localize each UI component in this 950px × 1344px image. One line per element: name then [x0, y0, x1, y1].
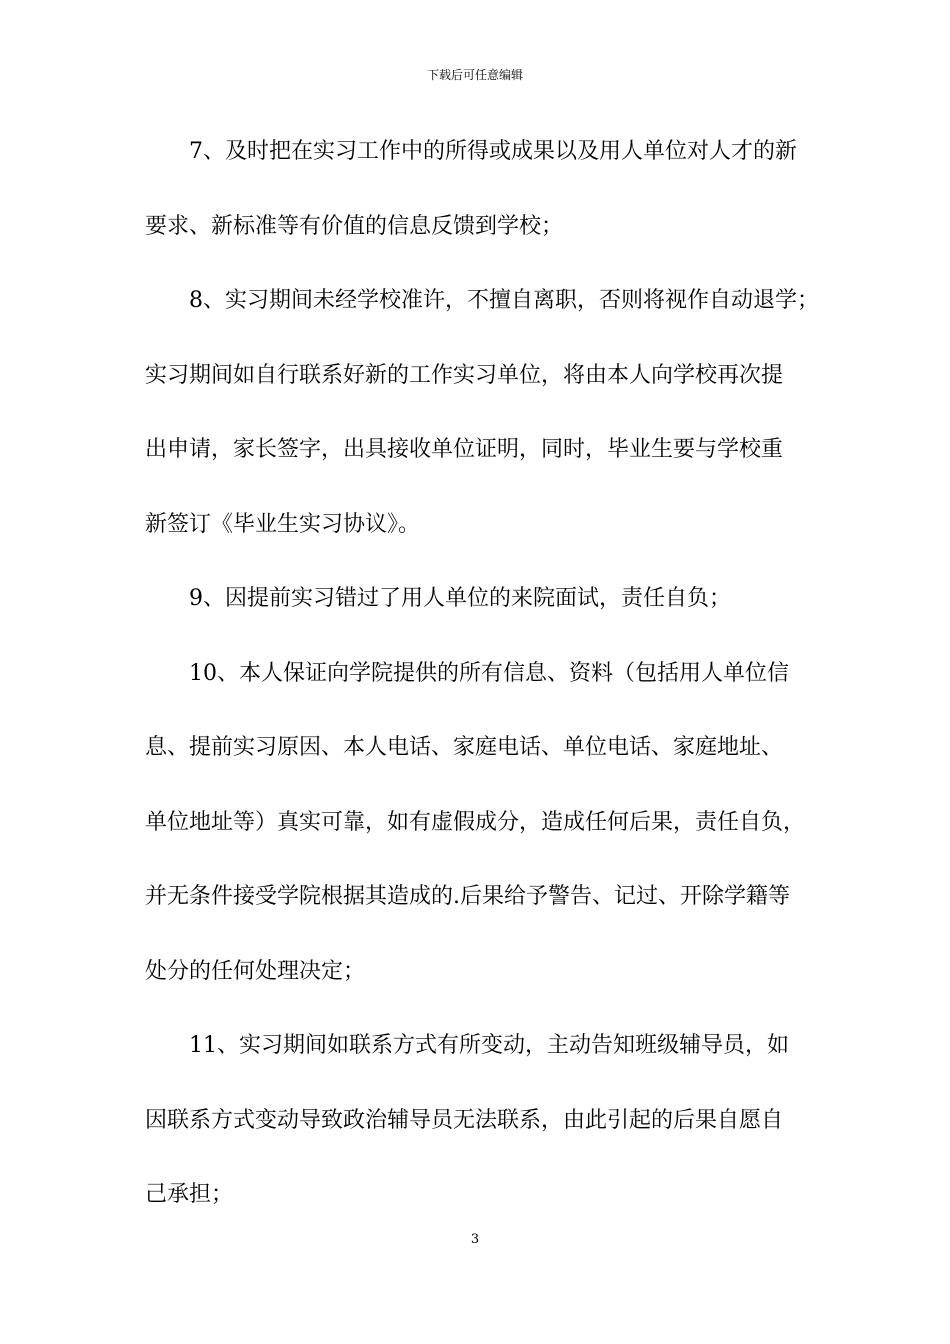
paragraph-line: 8、实习期间未经学校准许，不擅自离职，否则将视作自动退学；: [189, 288, 819, 313]
paragraph-line: 出申请，家长签字，出具接收单位证明，同时，毕业生要与学校重: [145, 437, 784, 462]
page-number: 3: [470, 1232, 480, 1247]
paragraph-line: 处分的任何处理决定；: [145, 959, 366, 984]
paragraph-line: 9、因提前实习错过了用人单位的来院面试，责任自负；: [189, 586, 731, 611]
paragraph-line: 7、及时把在实习工作中的所得或成果以及用人单位对人才的新: [189, 139, 797, 164]
paragraph-line: 息、提前实习原因、本人电话、家庭电话、单位电话、家庭地址、: [145, 735, 784, 760]
paragraph-line: 实习期间如自行联系好新的工作实习单位，将由本人向学校再次提: [145, 363, 784, 388]
paragraph-line: 并无条件接受学院根据其造成的.后果给予警告、记过、开除学籍等: [145, 884, 790, 909]
paragraph-line: 己承担；: [145, 1182, 234, 1207]
paragraph-line: 单位地址等）真实可靠，如有虚假成分，造成任何后果，责任自负，: [145, 810, 806, 835]
paragraph-line: 10、本人保证向学院提供的所有信息、资料（包括用人单位信: [189, 661, 789, 686]
page-header: 下载后可任意编辑: [426, 68, 523, 82]
paragraph-line: 要求、新标准等有价值的信息反馈到学校；: [145, 214, 564, 239]
paragraph-line: 因联系方式变动导致政治辅导员无法联系，由此引起的后果自愿自: [145, 1108, 784, 1133]
paragraph-line: 11、实习期间如联系方式有所变动，主动告知班级辅导员，如: [189, 1033, 789, 1058]
paragraph-line: 新签订《毕业生实习协议》。: [145, 512, 421, 537]
